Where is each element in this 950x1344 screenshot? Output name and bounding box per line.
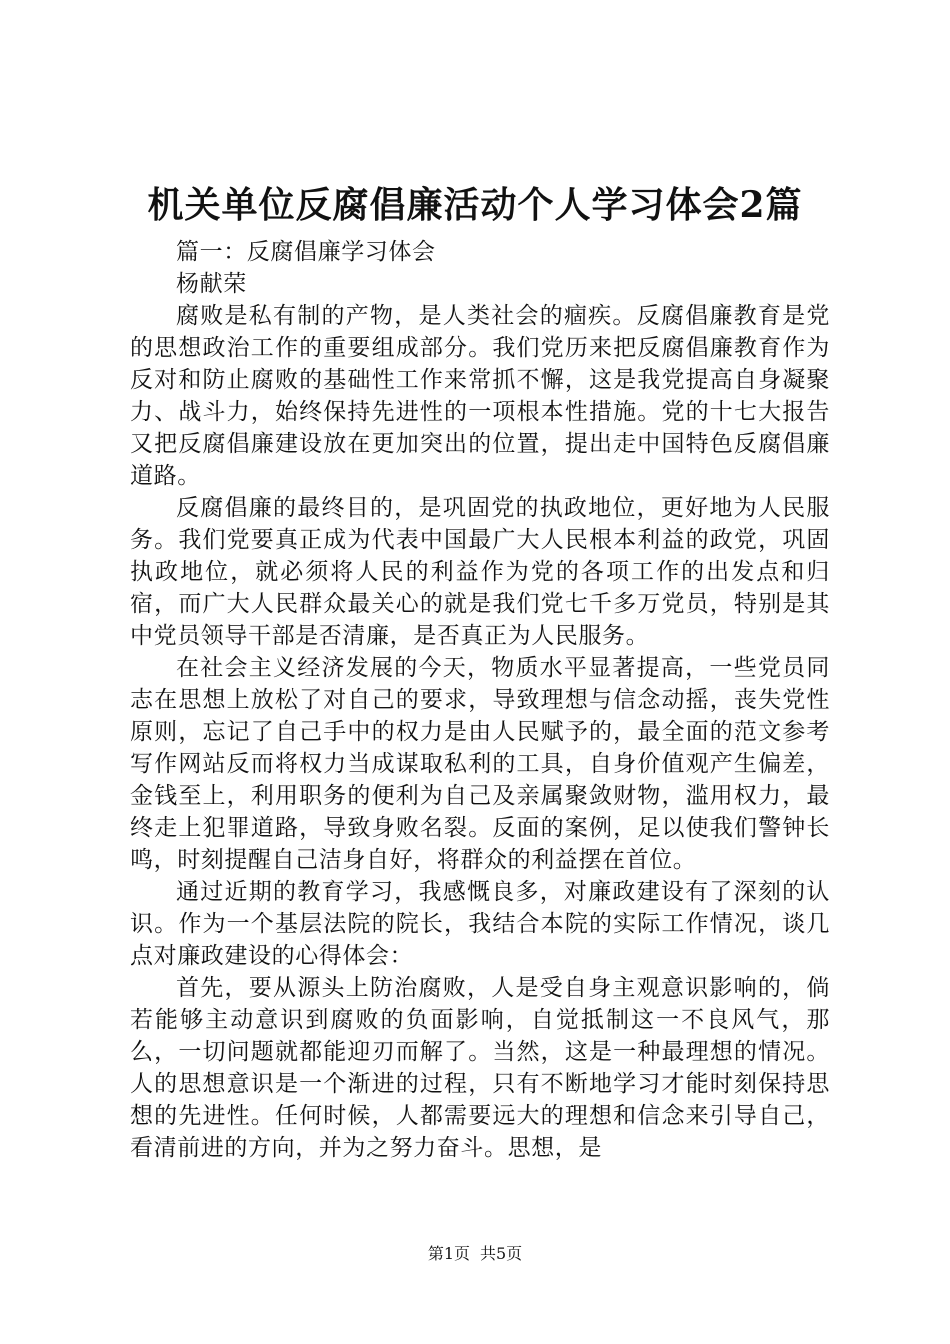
section-heading: 篇一：反腐倡廉学习体会 [176, 239, 436, 265]
document-body [130, 236, 830, 1164]
author-name: 杨献荣 [176, 271, 247, 297]
paragraph-4: 通过近期的教育学习，我感慨良多，对廉政建设有了深刻的认识。作为一个基层法院的院长，我结合本院的实际工作情况，谈几点对廉政建设的心得体会： [130, 879, 830, 969]
paragraph-1: 腐败是私有制的产物，是人类社会的痼疾。反腐倡廉教育是党的思想政治工作的重要组成部分。我们党历来把反腐倡廉教育作为反对和防止腐败的基础性工作来常抓不懈，这是我党提高自身凝聚力、战斗力，始终保持先进性的一项根本性措施。党的十七大报告又把反腐倡廉建设放在更加突出的位置，提出走中国特色反腐倡廉道路。 [130, 303, 830, 489]
page-footer [0, 1243, 950, 1265]
paragraph-2: 反腐倡廉的最终目的，是巩固党的执政地位，更好地为人民服务。我们党要真正成为代表中国最广大人民根本利益的政党，巩固执政地位，就必须将人民的利益作为党的各项工作的出发点和归宿，而广大人民群众最关心的就是我们党七千多万党员，特别是其中党员领导干部是否清廉，是否真正为人民服务。 [130, 495, 830, 649]
paragraph-5: 首先，要从源头上防治腐败，人是受自身主观意识影响的，倘若能够主动意识到腐败的负面影响，自觉抵制这一不良风气，那么，一切问题就都能迎刃而解了。当然，这是一种最理想的情况。人的思想意识是一个渐进的过程，只有不断地学习才能时刻保持思想的先进性。任何时候，人都需要远大的理想和信念来引导自己，看清前进的方向，并为之努力奋斗。思想，是 [130, 975, 830, 1161]
page-total: 共5页 [480, 1244, 523, 1263]
document-title: 机关单位反腐倡廉活动个人学习体会2篇 [147, 184, 803, 226]
page-number: 第1页 [427, 1244, 470, 1263]
paragraph-3: 在社会主义经济发展的今天，物质水平显著提高，一些党员同志在思想上放松了对自己的要求，导致理想与信念动摇，丧失党性原则，忘记了自己手中的权力是由人民赋予的，最全面的范文参考写作网站反而将权力当成谋取私利的工具，自身价值观产生偏差，金钱至上，利用职务的便利为自己及亲属聚敛财物，滥用权力，最终走上犯罪道路，导致身败名裂。反面的案例，足以使我们警钟长鸣，时刻提醒自己洁身自好，将群众的利益摆在首位。 [130, 655, 830, 873]
